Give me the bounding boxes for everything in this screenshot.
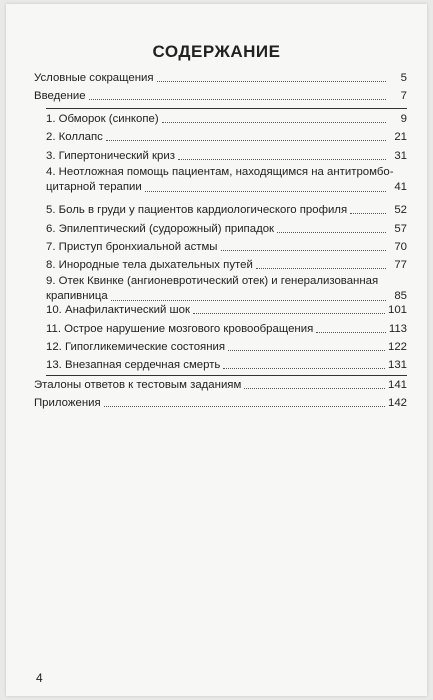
dot-leader xyxy=(350,213,386,214)
toc-entry-text: 7. Приступ бронхиальной астмы xyxy=(46,241,218,253)
toc-entry-text: 1. Обморок (синкопе) xyxy=(46,113,159,125)
dot-leader xyxy=(256,268,386,269)
toc-entry-page: 142 xyxy=(387,397,407,409)
toc-entry-page: 52 xyxy=(394,204,407,216)
toc-entry-page: 21 xyxy=(394,131,407,143)
toc-entry-text: Эталоны ответов к тестовым заданиям xyxy=(34,379,242,391)
dot-leader xyxy=(104,406,385,407)
toc-entry-text: 13. Внезапная сердечная смерть xyxy=(46,359,221,371)
toc-entry-test-answers xyxy=(34,377,407,392)
dot-leader xyxy=(111,300,386,301)
toc-entry-page: 113 xyxy=(388,323,407,335)
toc-entry-text: 6. Эпилептический (судорожный) припадок xyxy=(46,223,275,235)
toc-entry-page: 122 xyxy=(387,341,407,353)
book-page xyxy=(6,4,427,696)
toc-entry-page: 70 xyxy=(394,241,407,253)
toc-chapter-1 xyxy=(46,111,407,126)
toc-chapter-12 xyxy=(46,339,407,354)
dot-leader xyxy=(145,191,386,192)
dot-leader xyxy=(193,313,385,314)
toc-chapter-9 xyxy=(46,274,407,304)
toc-entry-text: Условные сокращения xyxy=(34,72,154,84)
toc-entry-text: Введение xyxy=(34,90,86,102)
dot-leader xyxy=(316,332,386,333)
toc-entry-text-line2: крапивница xyxy=(46,290,108,302)
toc-entry-page: 41 xyxy=(394,181,407,193)
toc-chapter-2 xyxy=(46,129,407,144)
toc-entry-page: 57 xyxy=(394,223,407,235)
toc-chapter-3 xyxy=(46,148,407,163)
toc-entry-page: 101 xyxy=(387,304,407,316)
toc-chapter-4 xyxy=(46,165,407,195)
toc-chapter-10 xyxy=(46,302,407,317)
toc-entry-text: 11. Острое нарушение мозгового кровообращения xyxy=(46,323,314,335)
toc-entry-appendices xyxy=(34,395,407,410)
toc-entry-introduction xyxy=(34,88,407,103)
toc-entry-page: 5 xyxy=(400,72,407,84)
toc-entry-text-line1: 9. Отек Квинке (ангионевротический отек) и генерализованная xyxy=(46,275,379,287)
dot-leader xyxy=(221,250,387,251)
dot-leader xyxy=(244,388,385,389)
toc-entry-text: Приложения xyxy=(34,397,101,409)
dot-leader xyxy=(223,368,385,369)
toc-entry-text: 2. Коллапс xyxy=(46,131,103,143)
toc-chapter-7 xyxy=(46,239,407,254)
toc-entry-page: 77 xyxy=(394,259,407,271)
toc-chapter-11 xyxy=(46,321,407,336)
toc-entry-text-line2: цитарной терапии xyxy=(46,181,142,193)
toc-entry-page: 9 xyxy=(400,113,407,125)
section-divider xyxy=(46,375,407,376)
toc-entry-text: 10. Анафилактический шок xyxy=(46,304,190,316)
toc-entry-abbreviations xyxy=(34,70,407,85)
dot-leader xyxy=(228,350,385,351)
toc-entry-text: 3. Гипертонический криз xyxy=(46,150,175,162)
toc-entry-page: 141 xyxy=(387,379,407,391)
dot-leader xyxy=(106,140,386,141)
toc-entry-page: 31 xyxy=(394,150,407,162)
section-divider xyxy=(46,108,407,109)
dot-leader xyxy=(162,122,386,123)
toc-entry-page: 7 xyxy=(400,90,407,102)
toc-chapter-13 xyxy=(46,357,407,372)
toc-chapter-5 xyxy=(46,202,407,217)
toc-entry-text-line1: 4. Неотложная помощь пациентам, находящимся на антитромбо- xyxy=(46,166,394,178)
toc-chapter-8 xyxy=(46,257,407,272)
toc-entry-text: 5. Боль в груди у пациентов кардиологического профиля xyxy=(46,204,348,216)
toc-entry-page: 85 xyxy=(394,290,407,302)
page-title: СОДЕРЖАНИЕ xyxy=(152,42,281,61)
page-number: 4 xyxy=(36,671,43,685)
toc-entry-text: 12. Гипогликемические состояния xyxy=(46,341,226,353)
dot-leader xyxy=(157,81,386,82)
dot-leader xyxy=(178,159,386,160)
toc-chapter-6 xyxy=(46,221,407,236)
toc-entry-page: 131 xyxy=(387,359,407,371)
dot-leader xyxy=(89,99,386,100)
dot-leader xyxy=(277,232,386,233)
toc-entry-text: 8. Инородные тела дыхательных путей xyxy=(46,259,253,271)
